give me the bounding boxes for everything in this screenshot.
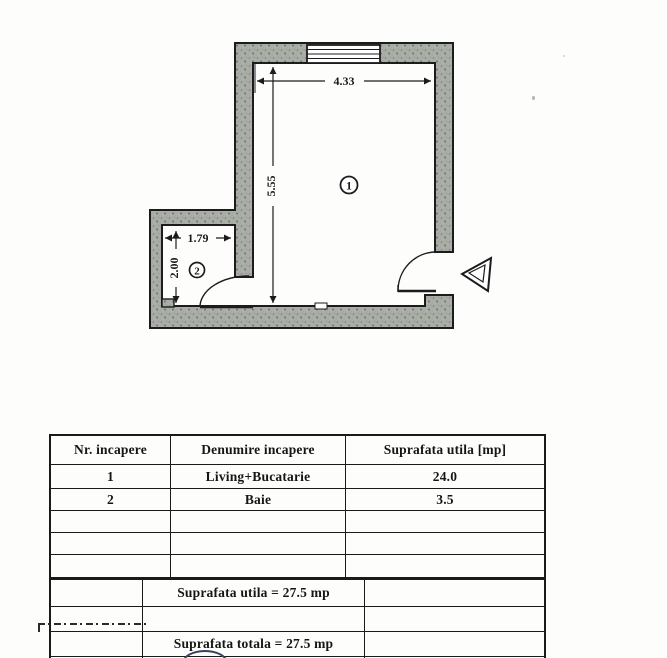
table-header-row [51, 436, 544, 464]
walls [150, 43, 453, 328]
cell-empty [51, 632, 142, 656]
table-row [51, 554, 544, 577]
cell-area: 24.0 [345, 465, 544, 488]
dimension-room2-width [165, 231, 231, 245]
table-row [51, 464, 544, 488]
cell-area [345, 511, 544, 532]
dim-label: 2.00 [167, 257, 181, 279]
room-number: 2 [194, 265, 200, 278]
entrance-arrow-icon [462, 258, 491, 291]
door-swing-icon [398, 252, 436, 292]
table-row [51, 488, 544, 510]
cell-name [170, 555, 345, 577]
cell-empty [364, 580, 544, 606]
summary-table [49, 578, 546, 658]
wall-step [162, 299, 174, 307]
cell-name [170, 511, 345, 532]
dimension-main-height [264, 67, 278, 303]
header-denumire: Denumire incapere [170, 436, 345, 464]
summary-utila-label: Suprafata utila = 27.5 mp [142, 580, 364, 606]
room-number: 1 [346, 178, 352, 193]
cell-area: 3.5 [345, 489, 544, 510]
cell-empty [51, 580, 142, 606]
cell-nr [51, 555, 170, 577]
cell-empty [51, 607, 142, 631]
door-swing-icon [200, 276, 253, 307]
dash-dot-tick [38, 623, 40, 632]
scan-speck [563, 55, 565, 57]
cell-name [170, 533, 345, 554]
header-suprafata: Suprafata utila [mp] [345, 436, 544, 464]
window-icon [307, 45, 380, 63]
cell-area [345, 533, 544, 554]
summary-totala-label: Suprafata totala = 27.5 mp [142, 632, 364, 656]
dim-label: 4.33 [333, 74, 355, 88]
table-row [51, 510, 544, 532]
cell-name: Baie [170, 489, 345, 510]
room2-marker [190, 263, 205, 278]
cell-name: Living+Bucatarie [170, 465, 345, 488]
cell-empty [364, 632, 544, 656]
cell-nr: 1 [107, 468, 114, 484]
cell-nr: 2 [107, 491, 114, 507]
dimension-room2-height [167, 231, 181, 303]
cell-area [345, 555, 544, 577]
summary-row-empty [51, 606, 544, 631]
rooms-table [49, 434, 546, 579]
cell-empty [142, 607, 364, 631]
dim-label: 1.79 [187, 231, 209, 245]
cell-empty [364, 607, 544, 631]
summary-row-utila [51, 580, 544, 606]
cell-nr [51, 511, 170, 532]
dim-label: 5.55 [264, 175, 278, 197]
cell-nr [51, 533, 170, 554]
scan-speck [532, 96, 535, 100]
summary-row-totala [51, 631, 544, 656]
dimension-main-width [255, 63, 431, 93]
room1-marker [341, 177, 358, 194]
wall-notch [315, 303, 327, 309]
header-nr-incapere: Nr. incapere [74, 442, 147, 457]
dash-dot-mark [38, 623, 150, 625]
table-row [51, 532, 544, 554]
